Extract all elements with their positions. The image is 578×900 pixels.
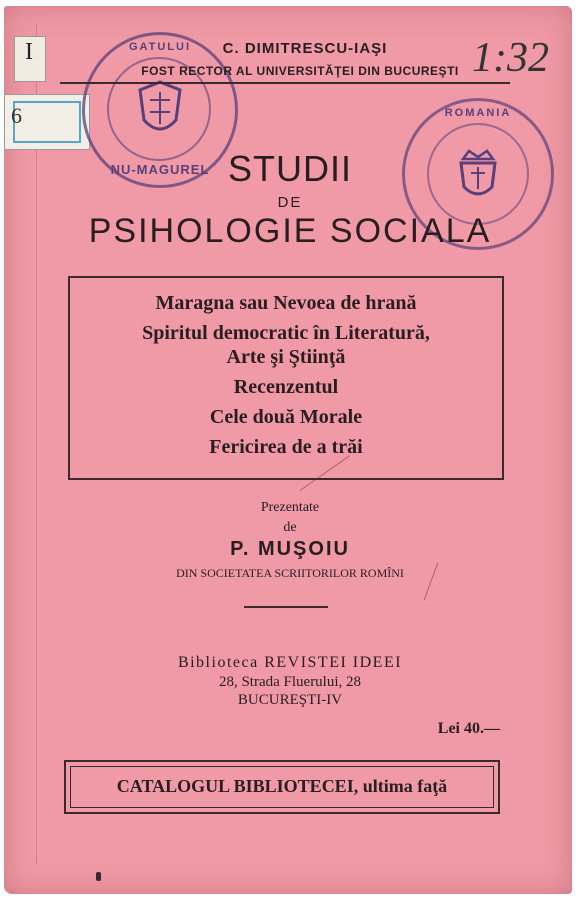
ink-mark	[96, 872, 101, 881]
catalog-note: CATALOGUL BIBLIOTECEI, ultima faţă	[116, 776, 448, 796]
contents-item: Maragna sau Nevoea de hrană	[155, 292, 417, 314]
contents-box	[68, 276, 504, 480]
editor-name: P. MUŞOIU	[230, 538, 350, 560]
title-line-1: STUDII	[227, 148, 352, 189]
crest-icon	[134, 80, 186, 140]
presented-by-label: de	[283, 520, 297, 535]
middle-rule	[244, 606, 328, 608]
stamp-left-bottom-text: NU-MAGUREL	[110, 162, 210, 177]
contents-item: Cele două Morale	[209, 406, 363, 428]
library-sticker	[4, 94, 90, 150]
top-rule	[60, 82, 510, 84]
contents-item: Arte şi Ştiinţă	[226, 346, 346, 368]
publisher-name: Biblioteca REVISTEI IDEEI	[177, 654, 403, 671]
sticker-frame	[13, 101, 81, 143]
contents-item: Spiritul democratic în Literatură,	[142, 322, 430, 344]
publisher-city: BUCUREŞTI-IV	[237, 692, 343, 708]
price: Lei 40.—	[437, 720, 500, 737]
cover-spine-edge	[14, 24, 37, 864]
crown-crest-icon	[453, 145, 503, 203]
author-title: FOST RECTOR AL UNIVERSITĂŢEI DIN BUCUREŞTI	[141, 64, 459, 78]
contents-item: Fericirea de a trăi	[209, 436, 363, 458]
title-line-2: PSIHOLOGIE SOCIALA	[88, 212, 492, 250]
stamp-right-top-text: ROMANIA	[444, 107, 512, 119]
stamp-left-top-text: GATULUI	[128, 41, 192, 53]
catalog-box	[64, 760, 500, 814]
presented-label: Prezentate	[260, 500, 320, 515]
author-name: C. DIMITRESCU-IAŞI	[222, 40, 388, 57]
contents-item: Recenzentul	[233, 376, 339, 398]
editor-affiliation: DIN SOCIETATEA SCRIITORILOR ROMÎNI	[176, 566, 404, 580]
sticker-number: 6	[11, 103, 22, 128]
small-label-text: I	[25, 39, 33, 65]
handwritten-shelfmark: 1:32	[472, 35, 549, 81]
publisher-address: 28, Strada Fluerului, 28	[218, 674, 362, 690]
title-connector: DE	[277, 194, 303, 211]
library-small-label	[14, 36, 46, 82]
